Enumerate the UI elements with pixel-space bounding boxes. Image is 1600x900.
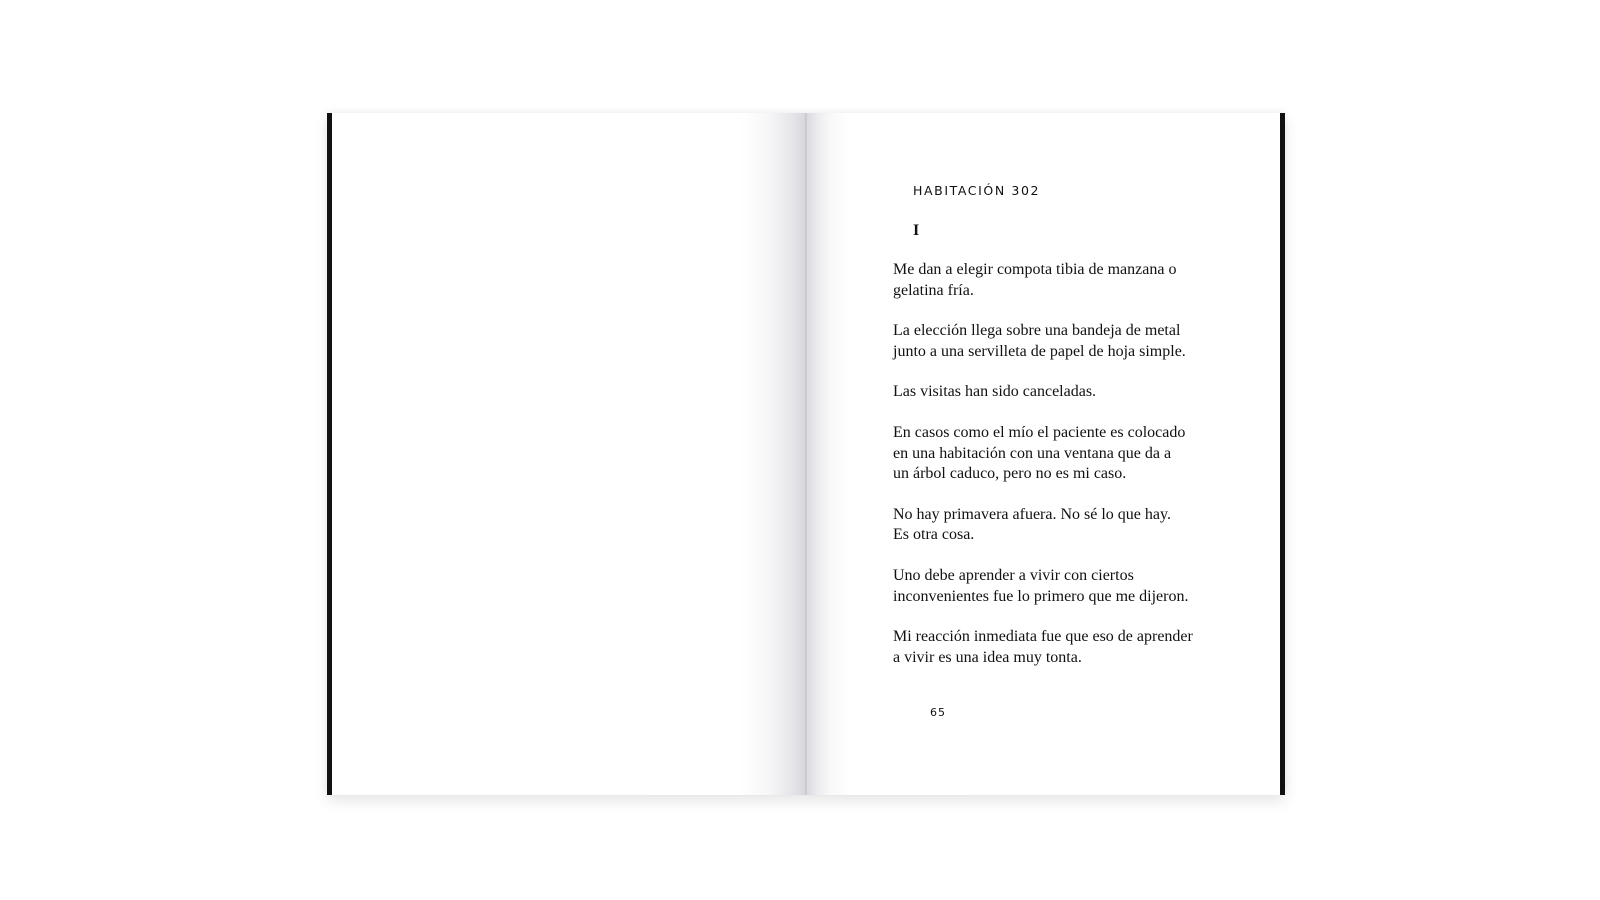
gutter bbox=[805, 113, 807, 795]
section-number: I bbox=[913, 222, 920, 239]
poem-body bbox=[893, 260, 1233, 688]
stanza bbox=[893, 505, 1233, 546]
poem-line: en una habitación con una ventana que da a bbox=[893, 444, 1172, 462]
poem-line: un árbol caduco, pero no es mi caso. bbox=[893, 465, 1127, 483]
stanza bbox=[893, 423, 1233, 485]
poem-line: Uno debe aprender a vivir con ciertos bbox=[893, 566, 1134, 584]
stanza bbox=[893, 627, 1233, 668]
stanza bbox=[893, 260, 1233, 301]
poem-line: La elección llega sobre una bandeja de metal bbox=[893, 322, 1181, 340]
stanza bbox=[893, 382, 1233, 403]
cover-edge-right bbox=[1280, 113, 1285, 795]
left-page bbox=[332, 113, 806, 795]
poem-line: Me dan a elegir compota tibia de manzana o bbox=[893, 261, 1177, 278]
poem-line: inconvenientes fue lo primero que me dijeron. bbox=[893, 587, 1189, 605]
page-number: 65 bbox=[930, 706, 946, 719]
poem-line: junto a una servilleta de papel de hoja simple. bbox=[893, 342, 1186, 360]
poem-line: No hay primavera afuera. No sé lo que hay. bbox=[893, 505, 1171, 523]
poem-line: Es otra cosa. bbox=[893, 526, 975, 544]
right-page bbox=[806, 113, 1280, 795]
poem-line: gelatina fría. bbox=[893, 281, 974, 299]
poem-line: Mi reacción inmediata fue que eso de aprender bbox=[893, 628, 1193, 646]
running-head: HABITACIÓN 302 bbox=[913, 183, 1041, 198]
poem-line: Las visitas han sido canceladas. bbox=[893, 383, 1097, 401]
stanza bbox=[893, 321, 1233, 362]
stanza bbox=[893, 566, 1233, 607]
open-book bbox=[327, 113, 1285, 795]
poem-line: a vivir es una idea muy tonta. bbox=[893, 648, 1082, 666]
poem-line: En casos como el mío el paciente es colocado bbox=[893, 423, 1186, 441]
